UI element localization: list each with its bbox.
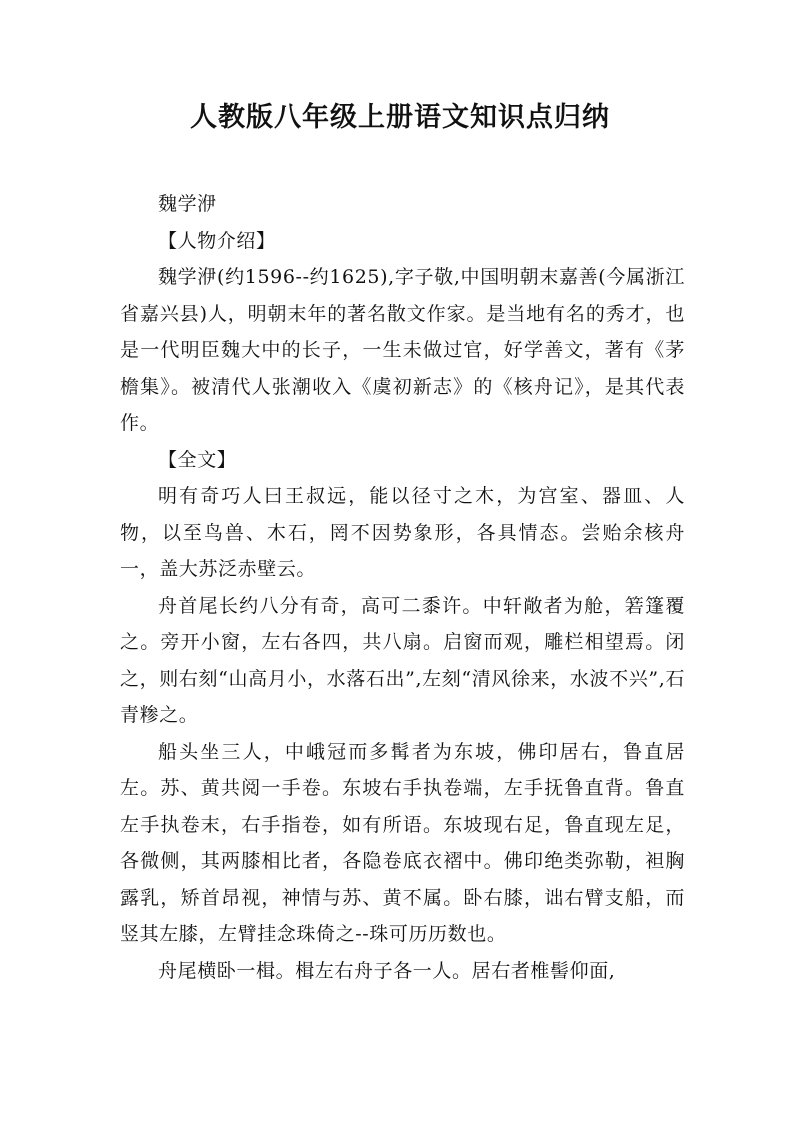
document-body xyxy=(120,186,685,989)
section-heading-biography: 【人物介绍】 xyxy=(158,229,276,252)
biography-paragraph: 魏学洢(约1596--约1625),字子敬,中国明朝末嘉善(今属浙江省嘉兴县)人，明朝末年的著名散文作家。是当地有名的秀才，也是一代明臣魏大中的长子，一生未做过官，好学善文，著有《茅檐集》。被清代人张潮收入《虞初新志》的《核舟记》，是其代表作。 xyxy=(120,266,685,434)
section-heading-full-text: 【全文】 xyxy=(158,448,237,471)
text-paragraph: 舟尾横卧一楫。楫左右舟子各一人。居右者椎髻仰面, xyxy=(158,959,616,982)
document-title: 人教版八年级上册语文知识点归纳 xyxy=(190,102,610,133)
text-paragraph: 明有奇巧人曰王叔远，能以径寸之木，为宫室、器皿、人物，以至鸟兽、木石，罔不因势象形，各具情态。尝贻余核舟一，盖大苏泛赤壁云。 xyxy=(120,485,685,580)
text-paragraph: 舟首尾长约八分有奇，高可二黍许。中轩敞者为舱，箬篷覆之。旁开小窗，左右各四，共八扇。启窗而观，雕栏相望焉。闭之，则右刻“山高月小，水落石出”,左刻“清风徐来，水波不兴”,石青糁之。 xyxy=(120,594,685,726)
author-name: 魏学洢 xyxy=(158,193,217,215)
text-paragraph: 船头坐三人，中峨冠而多髯者为东坡，佛印居右，鲁直居左。苏、黄共阅一手卷。东坡右手执卷端，左手抚鲁直背。鲁直左手执卷末，右手指卷，如有所语。东坡现右足，鲁直现左足，各微侧，其两膝相比者，各隐卷底衣褶中。佛印绝类弥勒，袒胸露乳，矫首昂视，神情与苏、黄不属。卧右膝，诎右臂支船，而竖其左膝，左臂挂念珠倚之--珠可历历数也。 xyxy=(120,740,685,945)
